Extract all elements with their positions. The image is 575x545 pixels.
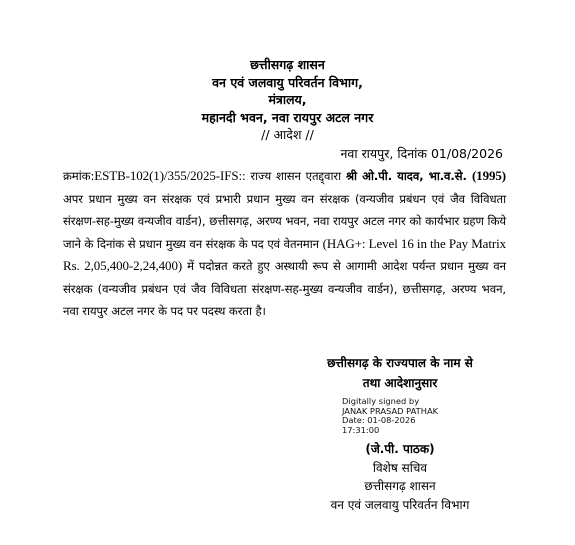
body-text-2: अपर प्रधान मुख्य वन संरक्षक एवं प्रभारी प्रधान मुख्य वन संरक्षक (वन्यजीव प्रबंधन एवं जैव विविधता संरक्षण-सह-मुख्य वन्यजीव वार्डन), छत्तीसगढ़, अरण्य भवन, नवा रायपुर अटल नगर को कार्यभार ग्रहण किये जाने के दिनांक से प्रधान मुख्य वन संरक्षक के पद एवं वेतनमान	[63, 191, 506, 251]
signer-block	[300, 440, 500, 514]
signer-office-2: वन एवं जलवायु परिवर्तन विभाग	[330, 497, 470, 512]
authority-block	[296, 353, 504, 393]
signature-date: Date: 01-08-2026	[342, 415, 416, 426]
officer-batch: (1995)	[471, 168, 506, 183]
order-body	[63, 165, 506, 323]
signature-time: 17:31:00	[342, 424, 380, 435]
body-text-3: में पदोन्नत करते हुए अस्थायी रूप से आगामी आदेश पर्यन्त प्रधान मुख्य वन संरक्षक (वन्यजीव प्रबंधन एवं जैव विविधता संरक्षण-सह-मुख्य वन्यजीव वार्डन), छत्तीसगढ़, अरण्य भवन, नवा रायपुर अटल नगर के पद पर पदस्थ करता है।	[63, 259, 506, 318]
officer-name: श्री ओ.पी. यादव, भा.व.से.	[345, 169, 472, 183]
department-name: वन एवं जलवायु परिवर्तन विभाग,	[212, 74, 363, 90]
signer-name: (जे.पी. पाठक)	[365, 442, 435, 456]
document-header	[0, 56, 575, 144]
digital-signature-stamp	[342, 397, 438, 435]
body-text-1: राज्य शासन एतद्द्वारा	[245, 169, 346, 183]
signer-designation: विशेष सचिव	[372, 460, 428, 475]
reference-number: ESTB-102(1)/355/2025-IFS::	[94, 168, 246, 183]
office-address: महानदी भवन, नवा रायपुर अटल नगर	[201, 109, 374, 125]
signature-caption: Digitally signed by	[342, 396, 420, 406]
authority-line-2: तथा आदेशानुसार	[362, 376, 438, 390]
place-date: नवा रायपुर, दिनांक 01/08/2026	[340, 146, 503, 161]
government-name: छत्तीसगढ़ शासन	[250, 57, 325, 72]
pay-scale: (HAG+: Level 16 in the Pay Matrix Rs. 2,05,400-2,24,400)	[63, 235, 506, 273]
signature-signer: JANAK PRASAD PATHAK	[342, 405, 439, 416]
reference-prefix: क्रमांक:	[63, 169, 95, 183]
authority-line-1: छत्तीसगढ़ के राज्यपाल के नाम से	[327, 356, 473, 370]
signer-office-1: छत्तीसगढ़ शासन	[364, 479, 436, 493]
ministry-name: मंत्रालय,	[268, 92, 307, 107]
order-heading: // आदेश //	[261, 127, 314, 142]
